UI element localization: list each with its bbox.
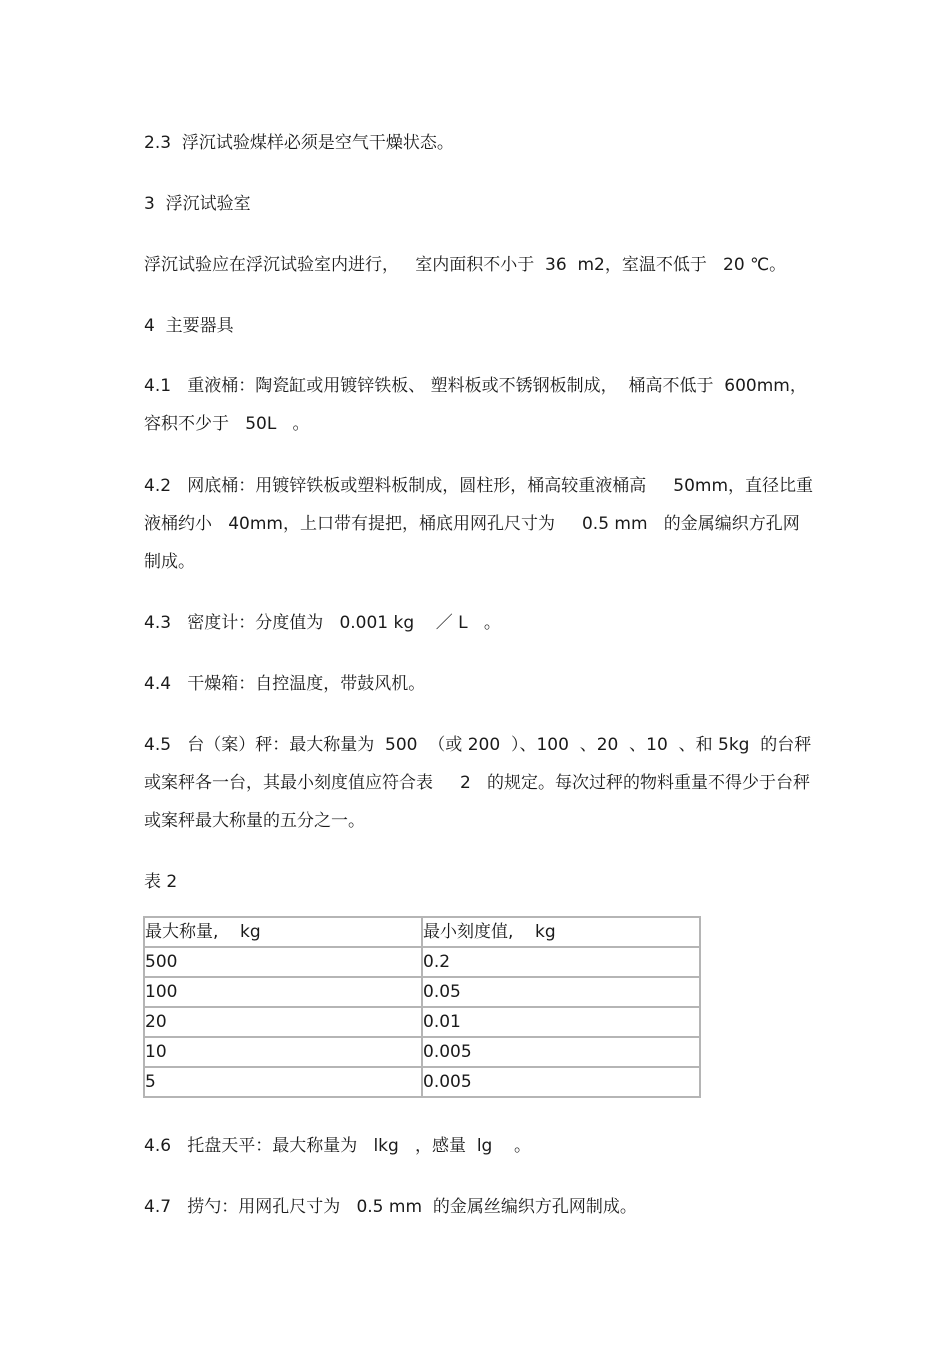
table-row [144, 1067, 700, 1097]
table-row [144, 1037, 700, 1067]
paragraph-4-3: 4.3 密度计：分度值为 0.001 kg ／ L 。 [144, 613, 501, 633]
paragraph-4-4: 4.4 干燥箱：自控温度，带鼓风机。 [144, 674, 426, 694]
paragraph-2-3: 2.3 浮沉试验煤样必须是空气干燥状态。 [144, 133, 454, 153]
table-row [144, 947, 700, 977]
table-cell: 0.2 [422, 947, 700, 977]
capacity-table [143, 916, 701, 1098]
table-caption: 表 2 [144, 872, 178, 892]
table-header-cell: 最大称量, kg [144, 917, 422, 947]
table-header-row [144, 917, 700, 947]
table-cell: 20 [144, 1007, 422, 1037]
paragraph-3-body: 浮沉试验应在浮沉试验室内进行， 室内面积不小于 36 m2，室温不低于 20 ℃。 [144, 255, 787, 275]
table-cell: 0.005 [422, 1067, 700, 1097]
paragraph-4-6: 4.6 托盘天平：最大称量为 lkg ，感量 lg 。 [144, 1136, 531, 1156]
table-cell: 5 [144, 1067, 422, 1097]
section-heading-3: 3 浮沉试验室 [144, 194, 251, 214]
table-row [144, 977, 700, 1007]
paragraph-4-5: 4.5 台（案）秤：最大称量为 500 （或 200 ）、100 、20 、10 、和 5kg 的台秤或案秤各一台，其最小刻度值应符合表 2 的规定。每次过秤的物料重量不得少于台秤或案秤最大称量的五分之一。 [144, 735, 812, 831]
table-cell: 100 [144, 977, 422, 1007]
table-cell: 500 [144, 947, 422, 977]
paragraph-4-2: 4.2 网底桶：用镀锌铁板或塑料板制成，圆柱形，桶高较重液桶高 50mm，直径比重液桶约小 40mm，上口带有提把，桶底用网孔尺寸为 0.5 mm 的金属编织方孔网制成。 [144, 476, 814, 572]
table-cell: 0.005 [422, 1037, 700, 1067]
table-header-cell: 最小刻度值, kg [422, 917, 700, 947]
table-cell: 0.05 [422, 977, 700, 1007]
paragraph-4-7: 4.7 捞勺：用网孔尺寸为 0.5 mm 的金属丝编织方孔网制成。 [144, 1197, 637, 1217]
table-cell: 10 [144, 1037, 422, 1067]
section-heading-4: 4 主要器具 [144, 316, 234, 336]
table-row [144, 1007, 700, 1037]
table-cell: 0.01 [422, 1007, 700, 1037]
paragraph-4-1: 4.1 重液桶：陶瓷缸或用镀锌铁板、 塑料板或不锈钢板制成， 桶高不低于 600mm，容积不少于 50L 。 [144, 376, 807, 434]
